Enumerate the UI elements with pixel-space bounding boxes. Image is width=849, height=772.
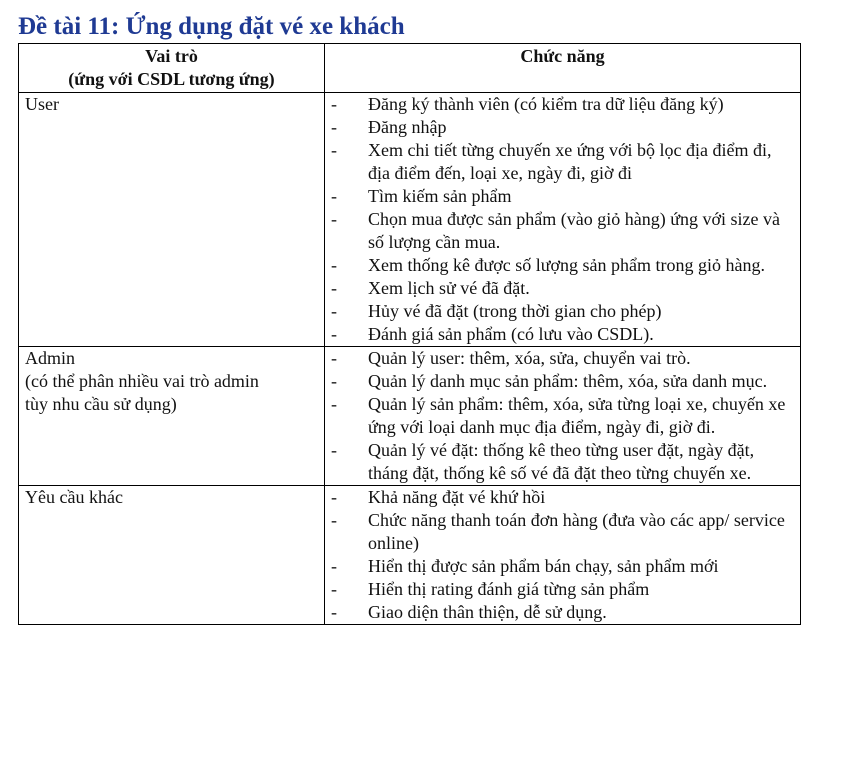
list-item: - Xem chi tiết từng chuyến xe ứng với bộ lọc địa điểm đi, địa điểm đến, loại xe, ngày đi, giờ đi	[325, 139, 794, 185]
role-cell	[19, 347, 325, 486]
list-item: - Quản lý user: thêm, xóa, sửa, chuyển vai trò.	[325, 347, 794, 370]
function-list	[325, 93, 794, 346]
list-item: - Xem thống kê được số lượng sản phẩm trong giỏ hàng.	[325, 254, 794, 277]
role-note: tùy nhu cầu sử dụng)	[25, 394, 177, 414]
functions-cell	[325, 486, 801, 625]
role-name: Admin	[25, 348, 76, 368]
header-functions	[325, 44, 801, 93]
list-item: - Chọn mua được sản phẩm (vào giỏ hàng) ứng với size và số lượng cần mua.	[325, 208, 794, 254]
functions-cell	[325, 347, 801, 486]
role-note: (có thể phân nhiều vai trò admin	[25, 371, 259, 391]
header-role	[19, 44, 325, 93]
list-item: - Khả năng đặt vé khứ hồi	[325, 486, 794, 509]
function-list	[325, 486, 794, 624]
role-name: Yêu cầu khác	[25, 487, 123, 507]
role-name: User	[25, 94, 59, 114]
function-list	[325, 347, 794, 485]
table-header-row	[19, 44, 801, 93]
role-cell	[19, 93, 325, 347]
table-row-other-requirements	[19, 486, 801, 625]
list-item: - Hiển thị rating đánh giá từng sản phẩm	[325, 578, 794, 601]
table-row-admin	[19, 347, 801, 486]
list-item: - Đăng nhập	[325, 116, 794, 139]
list-item: - Giao diện thân thiện, dễ sử dụng.	[325, 601, 794, 624]
list-item: - Đăng ký thành viên (có kiểm tra dữ liệu đăng ký)	[325, 93, 794, 116]
list-item: - Chức năng thanh toán đơn hàng (đưa vào các app/ service online)	[325, 509, 794, 555]
list-item: - Xem lịch sử vé đã đặt.	[325, 277, 794, 300]
table-row-user	[19, 93, 801, 347]
list-item: - Tìm kiếm sản phẩm	[325, 185, 794, 208]
roles-functions-table	[18, 43, 801, 625]
header-role-title: Vai trò	[145, 46, 198, 66]
list-item: - Hiển thị được sản phẩm bán chạy, sản phẩm mới	[325, 555, 794, 578]
list-item: - Quản lý sản phẩm: thêm, xóa, sửa từng loại xe, chuyến xe ứng với loại danh mục địa điểm, ngày đi, giờ đi.	[325, 393, 794, 439]
header-role-subtitle: (ứng với CSDL tương ứng)	[68, 69, 275, 89]
list-item: - Quản lý vé đặt: thống kê theo từng user đặt, ngày đặt, tháng đặt, thống kê số vé đã đặt theo từng chuyến xe.	[325, 439, 794, 485]
document-title: Đề tài 11: Ứng dụng đặt vé xe khách	[18, 13, 405, 40]
list-item: - Quản lý danh mục sản phẩm: thêm, xóa, sửa danh mục.	[325, 370, 794, 393]
role-cell	[19, 486, 325, 625]
list-item: - Hủy vé đã đặt (trong thời gian cho phép)	[325, 300, 794, 323]
header-functions-title: Chức năng	[520, 46, 605, 66]
functions-cell	[325, 93, 801, 347]
list-item: - Đánh giá sản phẩm (có lưu vào CSDL).	[325, 323, 794, 346]
